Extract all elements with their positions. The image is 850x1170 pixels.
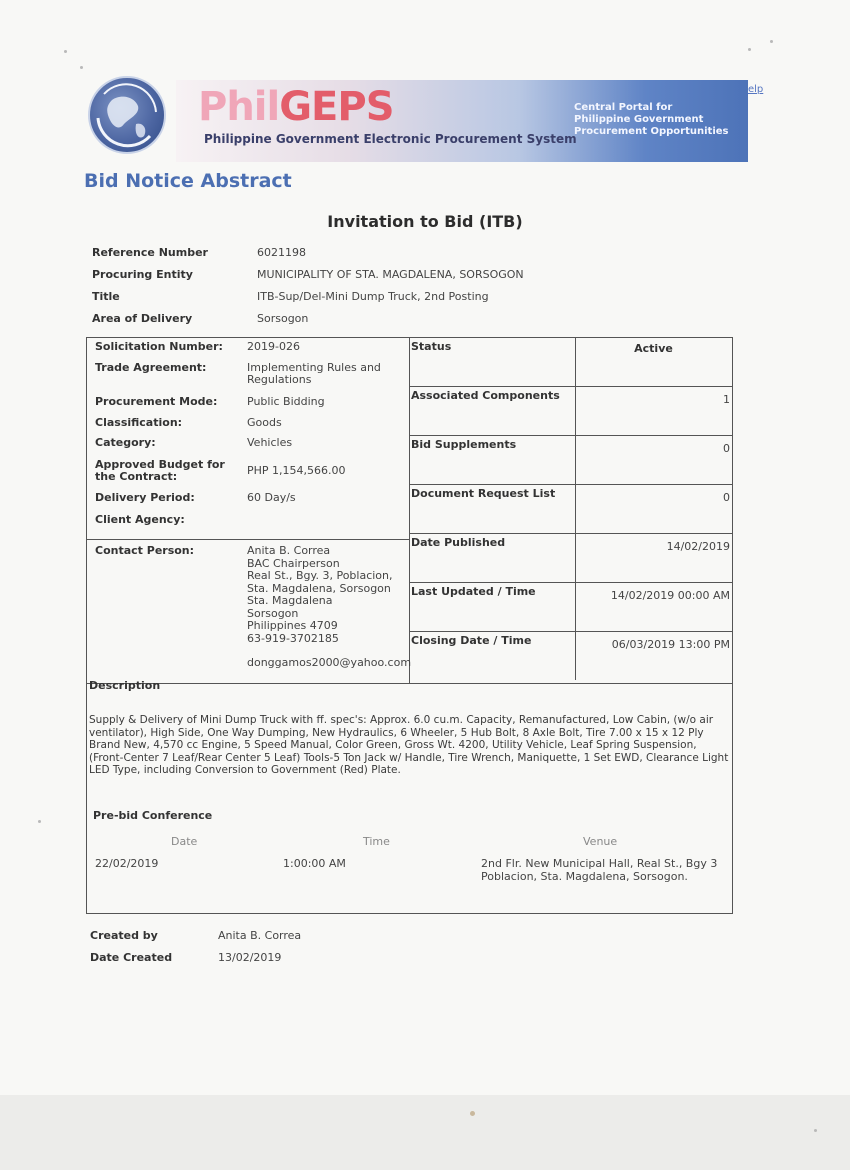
status-value: 0 xyxy=(723,491,730,504)
scan-bottom-margin xyxy=(0,1095,850,1170)
meta-label: Procuring Entity xyxy=(92,268,193,281)
prebid-venue: 2nd Flr. New Municipal Hall, Real St., Bgy 3 Poblacion, Sta. Magdalena, Sorsogon. xyxy=(481,857,718,883)
status-divider xyxy=(575,534,576,582)
contact-details xyxy=(247,545,412,670)
meta-value: MUNICIPALITY OF STA. MAGDALENA, SORSOGON xyxy=(257,268,524,281)
detail-label: Procurement Mode: xyxy=(95,395,218,408)
detail-label: Approved Budget for the Contract: xyxy=(95,458,225,483)
status-row-date-published xyxy=(409,534,732,583)
footer-label: Created by xyxy=(90,929,158,942)
detail-value: Vehicles xyxy=(247,436,293,449)
detail-value: Goods xyxy=(247,416,282,429)
status-label: Closing Date / Time xyxy=(411,634,532,647)
contact-email[interactable]: donggamos2000@yahoo.com xyxy=(247,656,412,669)
status-label: Status xyxy=(411,340,452,353)
footer-value: 13/02/2019 xyxy=(218,951,282,964)
brand-main: GEPS xyxy=(279,84,394,130)
scan-speck xyxy=(38,820,41,823)
detail-label: Classification: xyxy=(95,416,183,429)
portal-tagline xyxy=(574,102,728,138)
footer-label: Date Created xyxy=(90,951,173,964)
contact-line: Real St., Bgy. 3, Poblacion, xyxy=(247,569,393,582)
detail-value: 2019-026 xyxy=(247,340,300,353)
document-title: Invitation to Bid (ITB) xyxy=(327,212,523,231)
prebid-venue-header: Venue xyxy=(583,835,618,848)
meta-label: Reference Number xyxy=(92,246,208,259)
status-row-document-request xyxy=(409,485,732,534)
scan-speck xyxy=(64,50,67,53)
description-divider xyxy=(87,683,732,684)
prebid-label: Pre-bid Conference xyxy=(93,809,213,822)
status-row-supplements xyxy=(409,436,732,485)
meta-value: 6021198 xyxy=(257,246,306,259)
brand-prefix: Phil xyxy=(198,84,280,130)
detail-label: Client Agency: xyxy=(95,513,185,526)
status-value: Active xyxy=(634,342,673,355)
detail-label: Category: xyxy=(95,436,156,449)
brand-subtitle: Philippine Government Electronic Procurement System xyxy=(204,132,577,146)
detail-value: Implementing Rules and Regulations xyxy=(247,361,381,386)
status-value: 0 xyxy=(723,442,730,455)
philgeps-banner xyxy=(86,74,748,164)
status-divider xyxy=(575,632,576,680)
details-table xyxy=(86,337,733,914)
status-label: Date Published xyxy=(411,536,506,549)
contact-divider xyxy=(87,539,409,540)
detail-value: PHP 1,154,566.00 xyxy=(247,464,346,477)
prebid-time: 1:00:00 AM xyxy=(283,857,346,870)
status-label: Last Updated / Time xyxy=(411,585,536,598)
detail-value: Public Bidding xyxy=(247,395,325,408)
detail-value: 60 Day/s xyxy=(247,491,296,504)
details-left-column xyxy=(87,338,410,683)
description-text: Supply & Delivery of Mini Dump Truck with ff. spec's: Approx. 6.0 cu.m. Capacity, Remanufactured, Low Cabin, (w/o air ventilator), High Side, One Way Dumping, New Hydraulics, 6 Wheeler, 5 Hub Bolt, 8 Axle Bolt, Tire 7.00 x 15 x 12 Ply Brand New, 4,570 cc Engine, 5 Speed Manual, Color Green, Gross Wt. 4200, Utility Vehicle, Leaf Spring Suspension, (Front-Center 7 Leaf/Rear Center 5 Leaf) Tools-5 Ton Jack w/ Handle, Tire Wrench, Maniquette, 1 Set EWD, Clearance Light LED Type, including Conversion to Government (Red) Plate. xyxy=(89,714,729,776)
meta-label: Title xyxy=(92,290,120,303)
status-value: 06/03/2019 13:00 PM xyxy=(611,638,730,651)
portal-line-1: Central Portal for xyxy=(574,102,673,113)
footer-value: Anita B. Correa xyxy=(218,929,302,942)
prebid-date: 22/02/2019 xyxy=(95,857,159,870)
status-divider xyxy=(575,583,576,631)
contact-line: Sta. Magdalena xyxy=(247,594,333,607)
section-title: Bid Notice Abstract xyxy=(84,170,292,192)
status-divider xyxy=(575,485,576,533)
scan-speck xyxy=(814,1129,817,1132)
contact-line: Sta. Magdalena, Sorsogon xyxy=(247,581,391,595)
status-divider xyxy=(575,338,576,386)
contact-line: BAC Chairperson xyxy=(247,556,340,570)
scan-speck xyxy=(770,40,773,43)
status-row-last-updated xyxy=(409,583,732,632)
portal-line-3: Procurement Opportunities xyxy=(574,126,729,137)
scan-speck xyxy=(80,66,83,69)
contact-line: Anita B. Correa xyxy=(247,544,331,557)
status-divider xyxy=(575,436,576,484)
status-value: 1 xyxy=(723,393,730,406)
scan-speck xyxy=(748,48,751,51)
meta-value: Sorsogon xyxy=(257,312,309,325)
detail-label: Delivery Period: xyxy=(95,491,195,504)
portal-line-2: Philippine Government xyxy=(574,114,704,125)
contact-line: 63-919-3702185 xyxy=(247,631,339,645)
status-label: Document Request List xyxy=(411,487,556,500)
contact-line: Philippines 4709 xyxy=(247,619,338,632)
status-row-closing-date xyxy=(409,632,732,680)
description-label: Description xyxy=(89,679,161,692)
status-row-status xyxy=(409,338,732,387)
status-label: Bid Supplements xyxy=(411,438,517,451)
contact-label: Contact Person: xyxy=(95,544,195,557)
meta-value: ITB-Sup/Del-Mini Dump Truck, 2nd Posting xyxy=(257,290,489,303)
globe-logo-icon xyxy=(88,76,166,154)
scan-speck xyxy=(470,1111,475,1116)
help-link[interactable]: elp xyxy=(748,84,764,95)
meta-label: Area of Delivery xyxy=(92,312,193,325)
detail-label: Solicitation Number: xyxy=(95,340,223,353)
status-panel xyxy=(409,338,732,683)
status-value: 14/02/2019 00:00 AM xyxy=(610,589,730,602)
status-row-components xyxy=(409,387,732,436)
contact-line: Sorsogon xyxy=(247,606,299,620)
status-value: 14/02/2019 xyxy=(666,540,730,553)
prebid-time-header: Time xyxy=(363,835,390,848)
brand-logo-text xyxy=(198,84,394,130)
status-divider xyxy=(575,387,576,435)
status-label: Associated Components xyxy=(411,389,560,402)
detail-label: Trade Agreement: xyxy=(95,361,207,374)
prebid-date-header: Date xyxy=(171,835,198,848)
